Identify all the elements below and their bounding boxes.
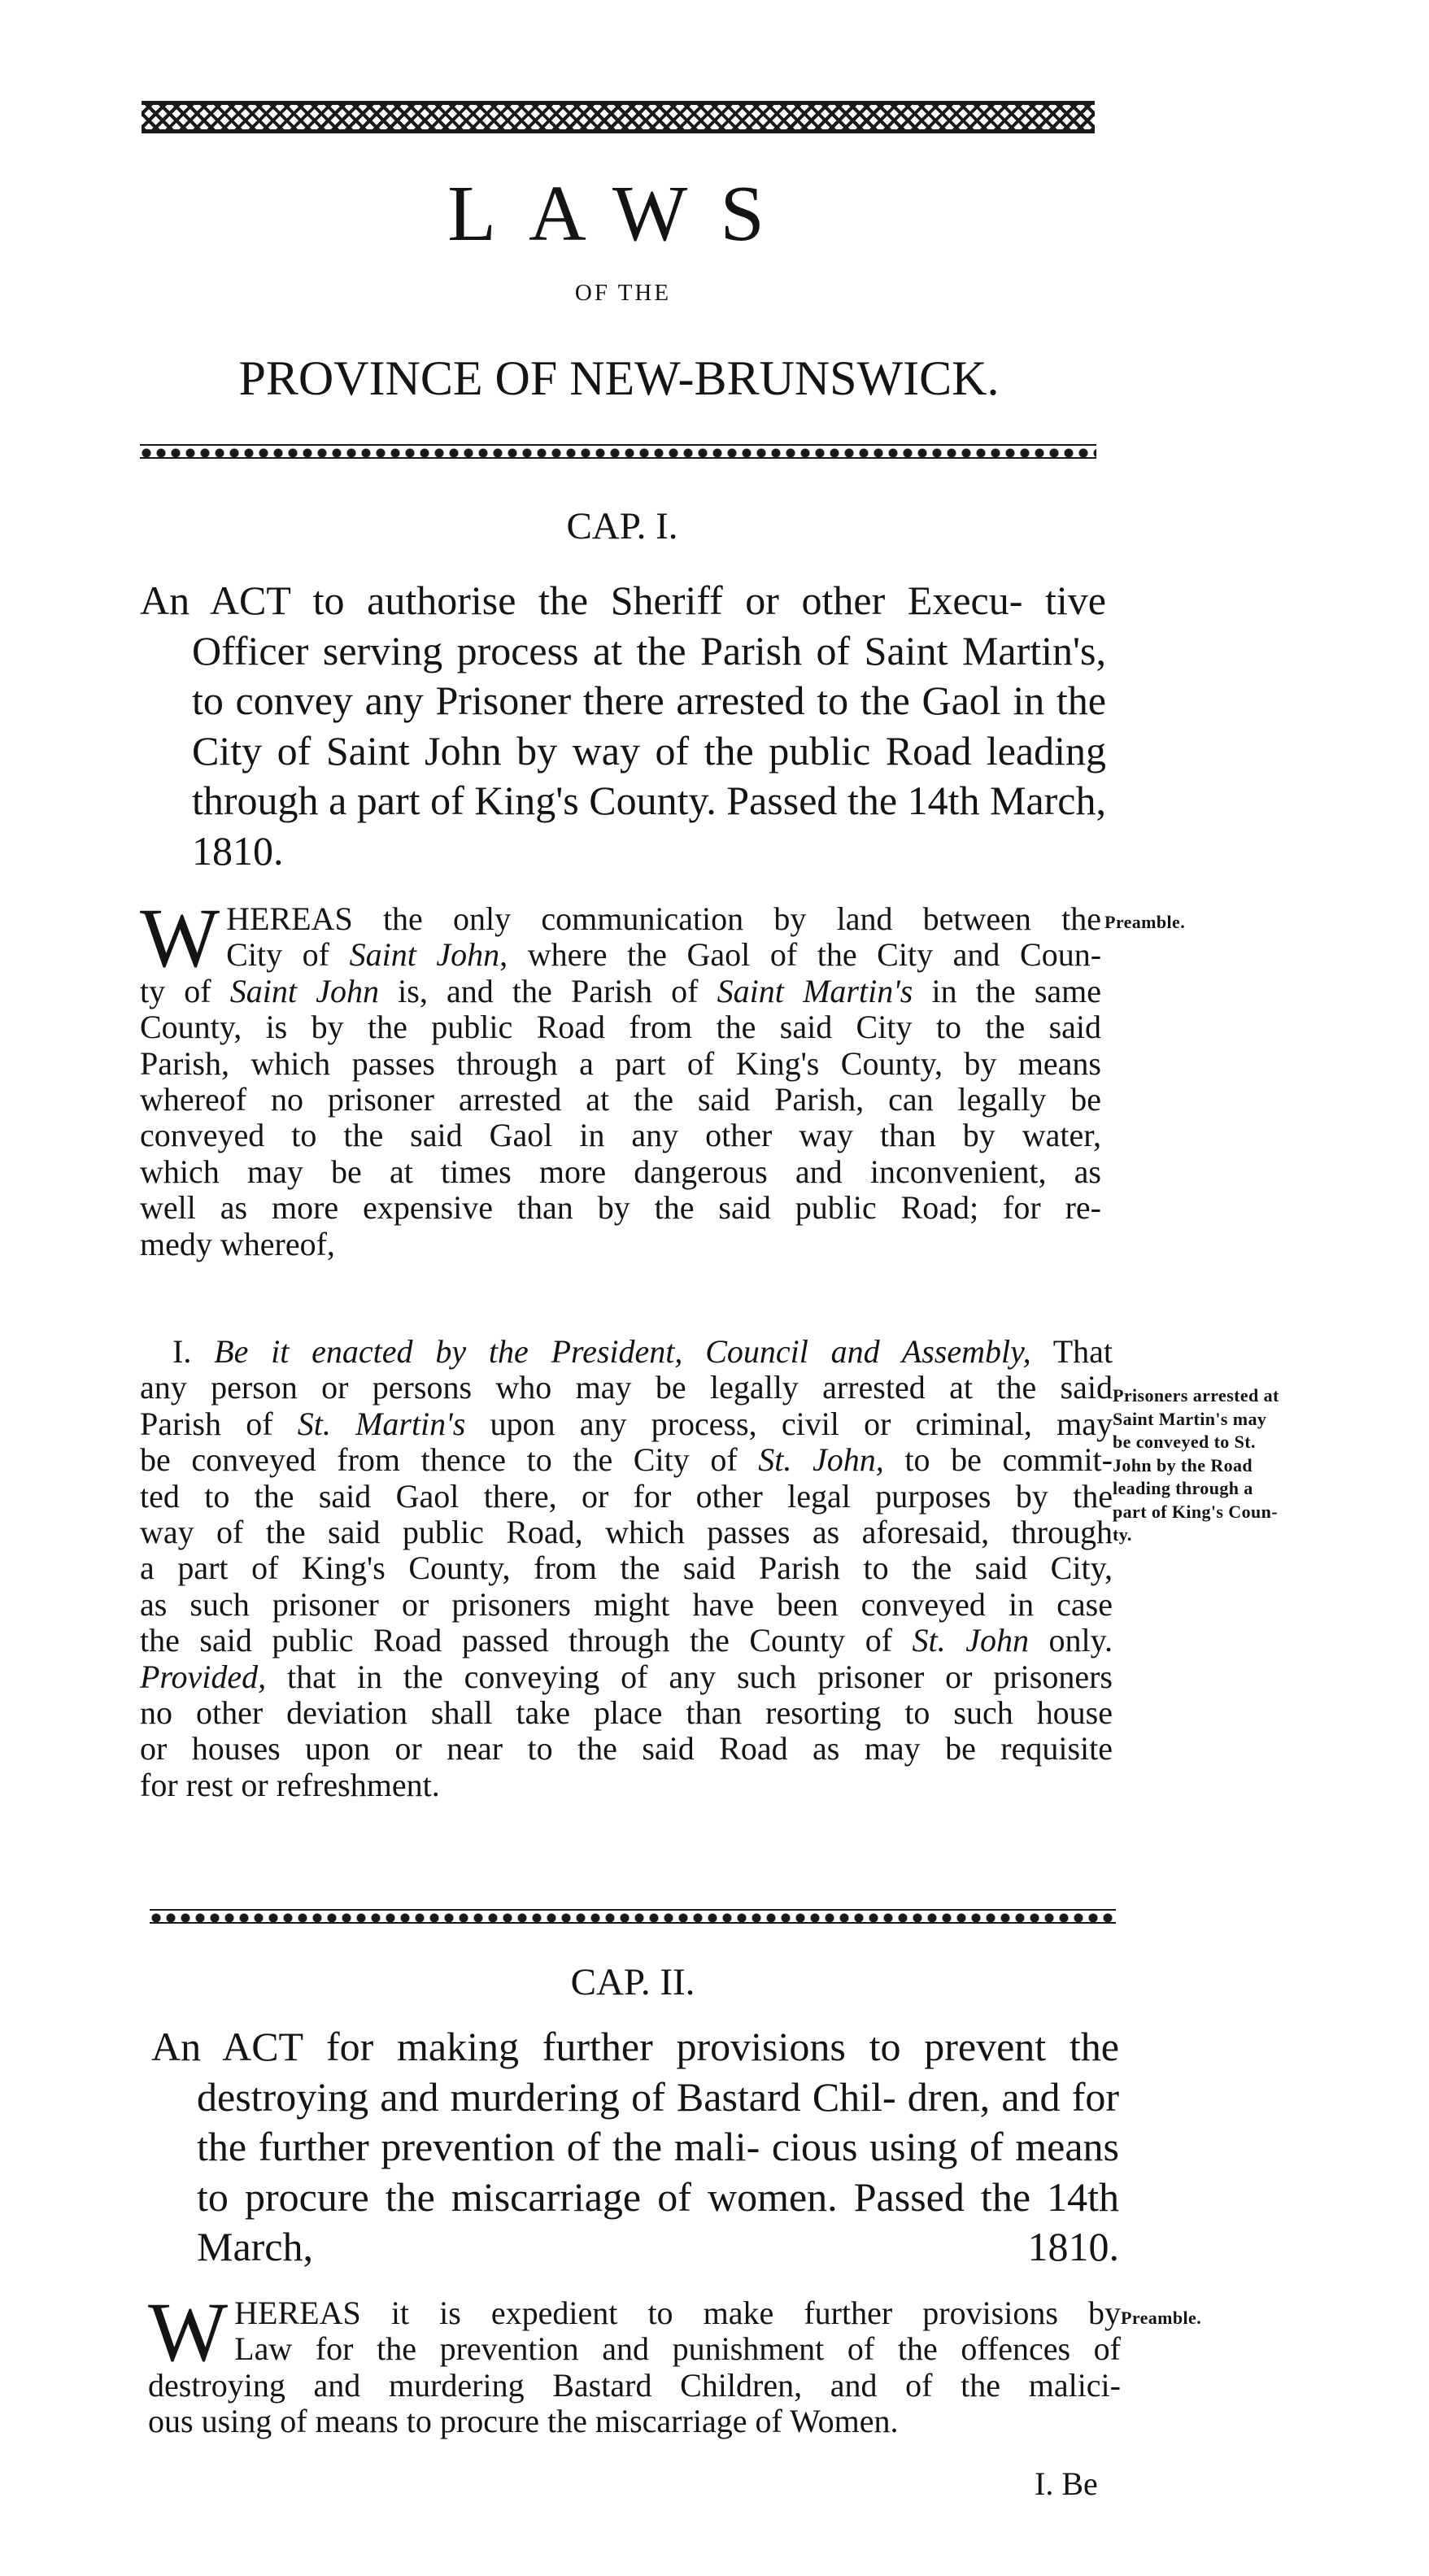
catchword: I. Be bbox=[1035, 2465, 1098, 2502]
act-title-line: tive Officer serving process at the Parish of Saint bbox=[192, 578, 1106, 673]
italic-run: Be it enacted by the President, Council and Assembly, bbox=[214, 1333, 1031, 1370]
italic-run: Provided, bbox=[140, 1658, 267, 1695]
act-title-line: dren, and for the further prevention of the mali- bbox=[197, 2073, 1119, 2170]
text-line: destroying and murdering Bastard Children, and of the malici- bbox=[148, 2366, 1121, 2404]
act-title-line: An ACT to authorise the Sheriff or other Execu- bbox=[140, 578, 1023, 623]
text-line: any person or persons who may be legally arrested at the said bbox=[140, 1369, 1113, 1406]
margin-note-line: John by the Road bbox=[1113, 1454, 1253, 1475]
page-title: LAWS bbox=[447, 170, 797, 258]
margin-note-line: Prisoners arrested at bbox=[1113, 1385, 1279, 1406]
margin-note-line: be conveyed to St. bbox=[1113, 1432, 1256, 1452]
text-line: whereof no prisoner arrested at the said Parish, can legally be bbox=[140, 1081, 1101, 1118]
section-lines bbox=[140, 1334, 1113, 1803]
margin-note-prisoners bbox=[1113, 1384, 1318, 1547]
act-title-line: the destroying and murdering of Bastard Chil- bbox=[197, 2024, 1119, 2120]
margin-note-line: Saint Martin's may bbox=[1113, 1408, 1267, 1429]
text-line: County, is by the public Road from the said City to the said bbox=[140, 1009, 1101, 1046]
preamble-lines bbox=[140, 891, 1102, 1262]
text-line: as such prisoner or prisoners might have been conveyed in case bbox=[140, 1585, 1113, 1623]
text-line: conveyed to the said Gaol in any other way than by water, bbox=[140, 1117, 1101, 1154]
ornamental-border-top bbox=[142, 101, 1095, 133]
text-line: the said public Road passed through the County of St. John only. bbox=[140, 1622, 1113, 1659]
ornamental-rule bbox=[150, 1909, 1116, 1924]
margin-note-line: ty. bbox=[1113, 1524, 1132, 1545]
drop-cap: W bbox=[140, 891, 220, 985]
text-line: ted to the said Gaol there, or for other legal purposes by the bbox=[140, 1477, 1113, 1515]
chapter-heading-2: CAP. II. bbox=[570, 1961, 695, 2003]
text-line: ty of Saint John is, and the Parish of Saint Martin's in the same bbox=[140, 972, 1102, 1009]
act-title-1 bbox=[140, 576, 1106, 877]
text-line: Law for the prevention and punishment of the offences of bbox=[234, 2330, 1121, 2368]
text-line: Parish of St. Martin's upon any process, civil or criminal, may bbox=[140, 1405, 1113, 1442]
text-line: I. Be it enacted by the President, Council and Assembly, That bbox=[172, 1333, 1113, 1370]
preamble-paragraph-1 bbox=[140, 891, 1102, 1262]
italic-run: Saint John bbox=[229, 972, 379, 1009]
act-title-line: of women. Passed the 14th March, 1810. bbox=[197, 2173, 1119, 2270]
text-line: no other deviation shall take place than resorting to such house bbox=[140, 1694, 1113, 1732]
italic-run: St. Martin's bbox=[297, 1405, 466, 1442]
text-line: which may be at times more dangerous and inconvenient, as bbox=[140, 1153, 1101, 1190]
text-line: well as more expensive than by the said public Road; for re- bbox=[140, 1189, 1101, 1227]
act-title-line: Martin's, to convey any Prisoner there arrested to bbox=[192, 627, 1106, 724]
act-title-2 bbox=[151, 2022, 1119, 2273]
text-line: a part of King's County, from the said Parish to the said City, bbox=[140, 1550, 1113, 1587]
ornamental-rule bbox=[140, 444, 1096, 459]
act-title-line: County. Passed the 14th March, 1810. bbox=[192, 778, 1106, 874]
act-title-line: the Gaol in the City of Saint John by way of the bbox=[192, 678, 1106, 774]
page-subtitle: PROVINCE OF NEW-BRUNSWICK. bbox=[238, 351, 1000, 405]
italic-run: Saint John bbox=[349, 936, 500, 974]
text-line: HEREAS the only communication by land between the bbox=[226, 900, 1101, 937]
margin-note-preamble: Preamble. bbox=[1104, 912, 1186, 932]
text-line: be conveyed from thence to the City of St. John, to be commit- bbox=[140, 1441, 1113, 1479]
chapter-heading-1: CAP. I. bbox=[566, 505, 678, 547]
title-connector: OF THE bbox=[574, 280, 672, 306]
italic-run: St. John, bbox=[758, 1441, 884, 1479]
text-line: for rest or refreshment. bbox=[140, 1766, 440, 1803]
margin-note-preamble: Preamble. bbox=[1121, 2308, 1202, 2328]
text-line: HEREAS it is expedient to make further provisions by bbox=[234, 2295, 1121, 2331]
text-line: City of Saint John, where the Gaol of the City and Coun- bbox=[226, 936, 1102, 974]
act-title-line: An ACT for making further provisions to prevent bbox=[151, 2024, 1047, 2069]
section-1-paragraph bbox=[140, 1334, 1113, 1803]
text-line: medy whereof, bbox=[140, 1225, 335, 1262]
text-line: Provided, that in the conveying of any such prisoner or prisoners bbox=[140, 1658, 1113, 1695]
preamble-lines bbox=[148, 2286, 1121, 2440]
act-title-line: cious using of means to procure the miscarriage bbox=[197, 2124, 1120, 2220]
text-line: ous using of means to procure the miscarriage of Women. bbox=[148, 2403, 899, 2440]
act-title-line: public Road leading through a part of King's bbox=[192, 727, 1107, 824]
text-line: Parish, which passes through a part of King's County, by means bbox=[140, 1044, 1101, 1082]
drop-cap: W bbox=[148, 2286, 229, 2379]
margin-note-line: part of King's Coun- bbox=[1113, 1501, 1278, 1522]
preamble-paragraph-2 bbox=[148, 2286, 1121, 2440]
italic-run: St. John bbox=[912, 1622, 1029, 1659]
text-line: way of the said public Road, which passes as aforesaid, through bbox=[140, 1514, 1113, 1551]
text-line: or houses upon or near to the said Road as may be requisite bbox=[140, 1730, 1113, 1767]
italic-run: Saint Martin's bbox=[717, 972, 913, 1009]
margin-note-line: leading through a bbox=[1113, 1478, 1253, 1498]
